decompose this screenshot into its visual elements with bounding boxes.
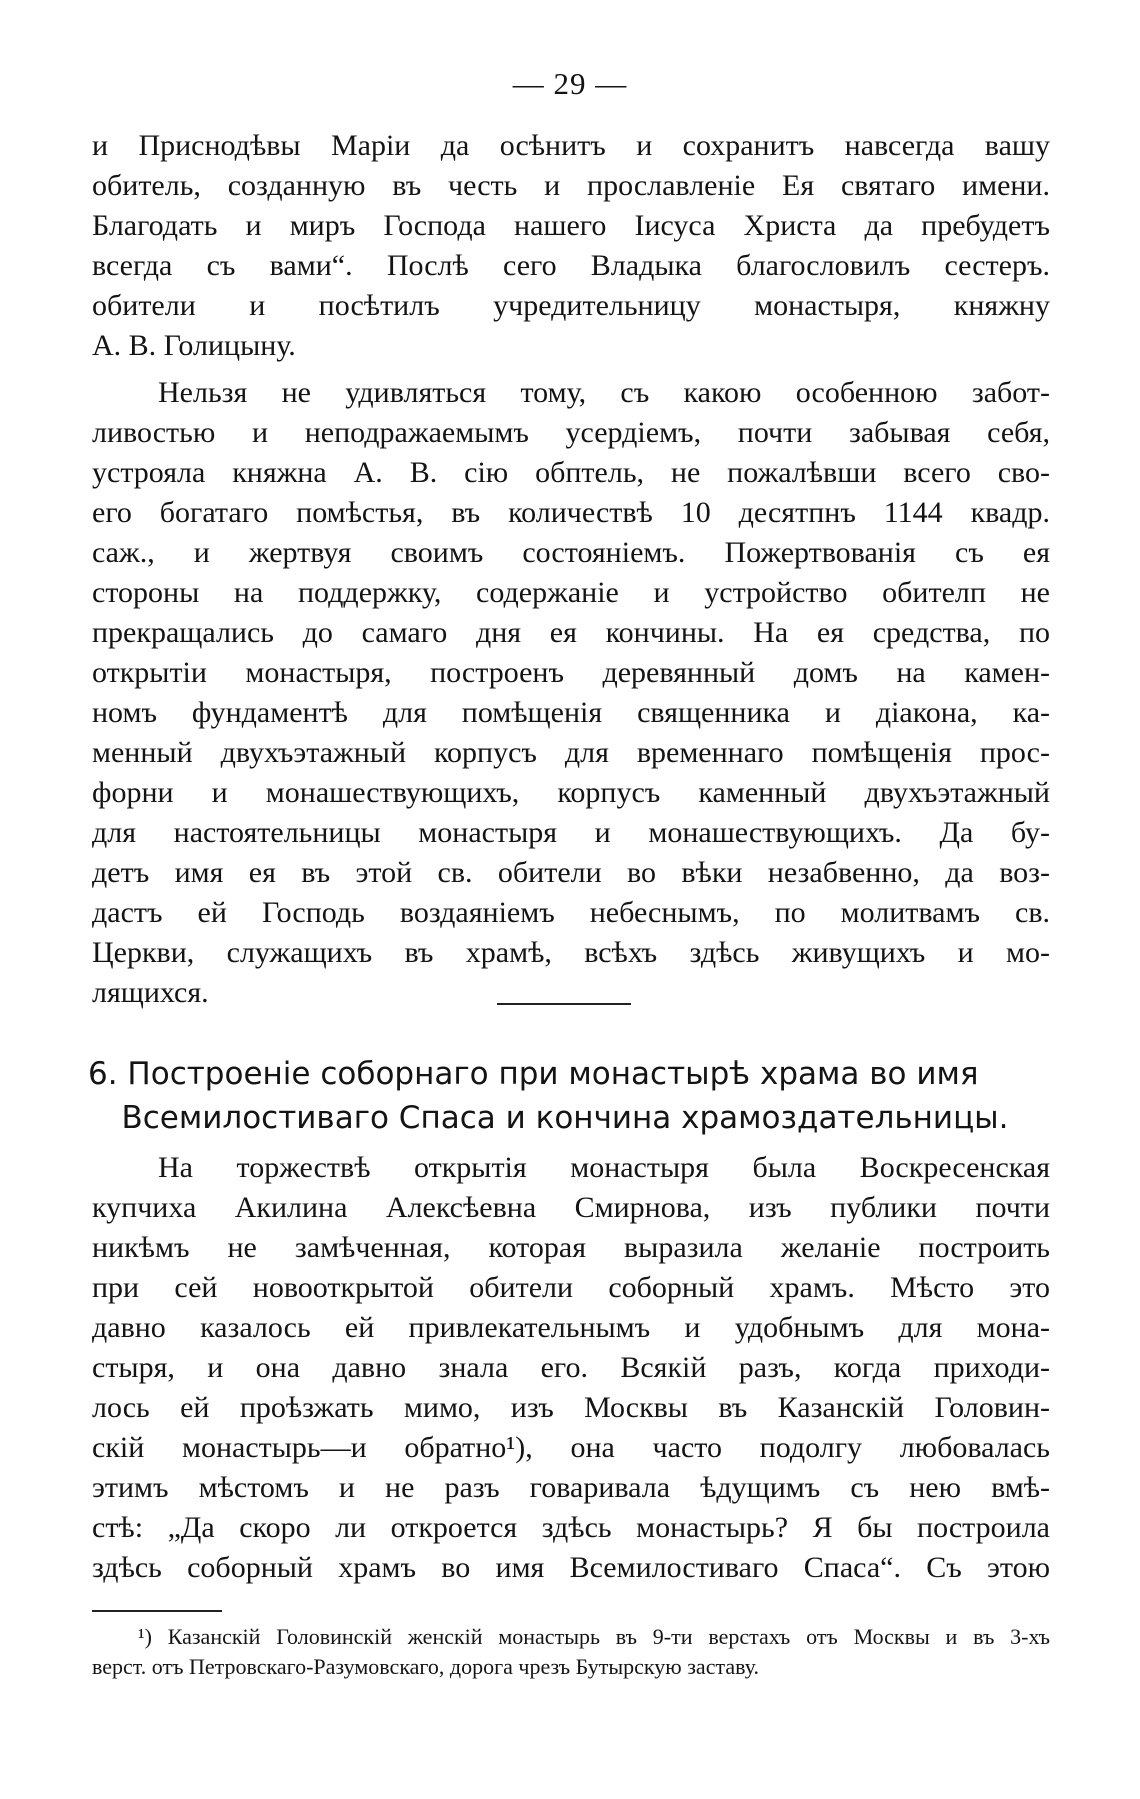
- text-line: Благодать и миръ Господа нашего Іисуса Христа да пребудетъ: [92, 209, 1050, 242]
- footnote-line: ¹) Казанскій Головинскій женскій монастырь въ 9-ти верстахъ отъ Москвы и въ 3-хъ: [138, 1624, 1050, 1649]
- text-line: обители и посѣтилъ учредительницу монастыря, княжну: [92, 289, 1050, 322]
- text-line: стѣ: „Да скоро ли откроется здѣсь монастырь? Я бы построила: [92, 1511, 1050, 1544]
- text-line: всегда съ вами“. Послѣ сего Владыка благословилъ сестеръ.: [92, 249, 1050, 282]
- text-line: саж., и жертвуя своимъ состояніемъ. Пожертвованія съ ея: [92, 536, 1050, 569]
- page-number: — 29 —: [512, 66, 628, 101]
- text-line: лось ей проѣзжать мимо, изъ Москвы въ Казанскій Головин-: [92, 1391, 1050, 1424]
- footnote-divider: [92, 1610, 222, 1612]
- text-line: стыря, и она давно знала его. Всякій разъ, когда приходи-: [92, 1351, 1050, 1384]
- text-line: устрояла княжна А. В. сію обптель, не пожалѣвши всего сво-: [92, 456, 1050, 489]
- text-line: Нельзя не удивляться тому, съ какою особенною забот-: [158, 376, 1050, 409]
- footnote: [92, 1622, 1050, 1682]
- text-line: номъ фундаментѣ для помѣщенія священника и діакона, ка-: [92, 696, 1050, 729]
- text-line: скій монастырь—и обратно¹), она часто подолгу любовалась: [92, 1431, 1050, 1464]
- footnote-line: верст. отъ Петровскаго-Разумовскаго, дорога чрезъ Бутырскую заставу.: [92, 1654, 760, 1679]
- text-line: А. В. Голицыну.: [92, 329, 296, 362]
- text-line: форни и монашествующихъ, корпусъ каменный двухъэтажный: [92, 776, 1050, 809]
- section-heading-line: 6. Построеніе соборнаго при монастырѣ храма во имя: [88, 1056, 979, 1092]
- text-line: менный двухъэтажный корпусъ для временнаго помѣщенія прос-: [92, 736, 1050, 769]
- paragraph-3: [92, 1148, 1050, 1588]
- text-line: открытіи монастыря, построенъ деревянный домъ на камен-: [92, 656, 1050, 689]
- text-line: при сей новооткрытой обители соборный храмъ. Мѣсто это: [92, 1271, 1050, 1304]
- paragraph-2: [92, 373, 1050, 1013]
- text-line: никѣмъ не замѣченная, которая выразила желаніе построить: [92, 1231, 1050, 1264]
- section-heading-line: Всемилостиваго Спаса и кончина храмоздательницы.: [121, 1100, 1009, 1136]
- text-line: стороны на поддержку, содержаніе и устройство обителп не: [92, 576, 1050, 609]
- section-heading: [60, 1052, 1070, 1140]
- text-line: купчиха Акилина Алексѣевна Смирнова, изъ публики почти: [92, 1191, 1050, 1224]
- text-line: для настоятельницы монастыря и монашествующихъ. Да бу-: [92, 816, 1050, 849]
- text-line: Церкви, служащихъ въ храмѣ, всѣхъ здѣсь живущихъ и мо-: [92, 936, 1050, 969]
- text-line: лящихся.: [92, 976, 209, 1009]
- text-line: и Приснодѣвы Маріи да осѣнитъ и сохранитъ навсегда вашу: [92, 129, 1050, 162]
- text-line: здѣсь соборный храмъ во имя Всемилостиваго Спаса“. Съ этою: [92, 1551, 1050, 1584]
- text-line: давно казалось ей привлекательнымъ и удобнымъ для мона-: [92, 1311, 1050, 1344]
- paragraph-1: [92, 126, 1050, 366]
- section-divider: [497, 1003, 631, 1005]
- text-line: дастъ ей Господь воздаяніемъ небеснымъ, по молитвамъ св.: [92, 896, 1050, 929]
- text-line: обитель, созданную въ честь и прославленіе Ея святаго имени.: [92, 169, 1050, 202]
- text-line: этимъ мѣстомъ и не разъ говаривала ѣдущимъ съ нею вмѣ-: [92, 1471, 1050, 1504]
- text-line: ливостью и неподражаемымъ усердіемъ, почти забывая себя,: [92, 416, 1050, 449]
- text-line: его богатаго помѣстья, въ количествѣ 10 десятпнъ 1144 квадр.: [92, 496, 1050, 529]
- text-line: детъ имя ея въ этой св. обители во вѣки незабвенно, да воз-: [92, 856, 1050, 889]
- text-line: На торжествѣ открытія монастыря была Воскресенская: [158, 1151, 1050, 1184]
- text-line: прекращались до самаго дня ея кончины. На ея средства, по: [92, 616, 1050, 649]
